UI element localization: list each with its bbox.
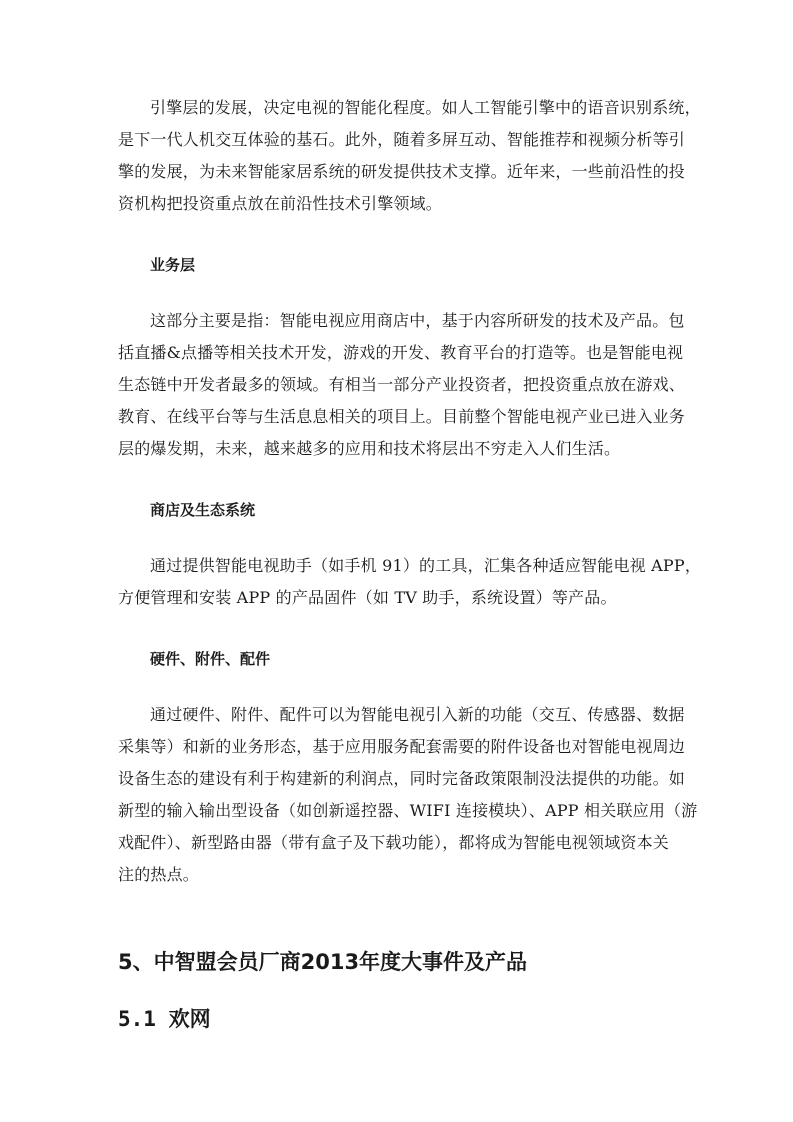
intro-paragraph — [118, 92, 701, 220]
text-line: 戏配件）、新型路由器（带有盒子及下载功能），都将成为智能电视领域资本关 — [118, 833, 670, 852]
text-line: 资机构把投资重点放在前沿性技术引擎领域。 — [118, 194, 443, 213]
section-heading: 5、中智盟会员厂商2013年度大事件及产品 — [118, 950, 528, 974]
text-line: 生态链中开发者最多的领域。有相当一部分产业投资者，把投资重点放在游戏、 — [118, 375, 686, 394]
text-line: 方便管理和安装 APP 的产品固件（如 TV 助手，系统设置）等产品。 — [118, 588, 617, 607]
hardware-heading: 硬件、附件、配件 — [150, 650, 271, 668]
hardware-paragraph — [118, 699, 698, 891]
text-line: 设备生态的建设有利于构建新的利润点，同时完备政策限制没法提供的功能。如 — [118, 769, 686, 788]
store-ecosystem-heading: 商店及生态系统 — [150, 501, 256, 519]
text-line: 括直播&点播等相关技术开发，游戏的开发、教育平台的打造等。也是智能电视 — [118, 343, 684, 362]
text-line: 新型的输入输出型设备（如创新遥控器、WIFI 连接模块）、APP 相关联应用（游 — [118, 801, 698, 820]
text-line: 擎的发展，为未来智能家居系统的研发提供技术支撑。近年来，一些前沿性的投 — [118, 162, 686, 181]
document-page — [118, 92, 702, 1034]
text-line: 通过硬件、附件、配件可以为智能电视引入新的功能（交互、传感器、数据 — [150, 705, 685, 724]
text-line: 采集等）和新的业务形态，基于应用服务配套需要的附件设备也对智能电视周边 — [118, 737, 686, 756]
store-ecosystem-paragraph — [118, 550, 702, 614]
text-line: 这部分主要是指：智能电视应用商店中，基于内容所研发的技术及产品。包 — [150, 311, 685, 330]
text-line: 是下一代人机交互体验的基石。此外，随着多屏互动、智能推荐和视频分析等引 — [118, 130, 686, 149]
text-line: 注的热点。 — [118, 865, 200, 884]
text-line: 教育、在线平台等与生活息息相关的项目上。目前整个智能电视产业已进入业务 — [118, 407, 686, 426]
text-line: 通过提供智能电视助手（如手机 91）的工具，汇集各种适应智能电视 APP， — [150, 556, 702, 575]
text-line: 层的爆发期，未来，越来越多的应用和技术将层出不穷走入人们生活。 — [118, 439, 621, 458]
business-layer-paragraph — [118, 305, 686, 465]
subsection-heading: 5.1 欢网 — [118, 1007, 211, 1031]
business-layer-heading: 业务层 — [150, 256, 196, 274]
text-line: 引擎层的发展，决定电视的智能化程度。如人工智能引擎中的语音识别系统， — [150, 98, 701, 117]
